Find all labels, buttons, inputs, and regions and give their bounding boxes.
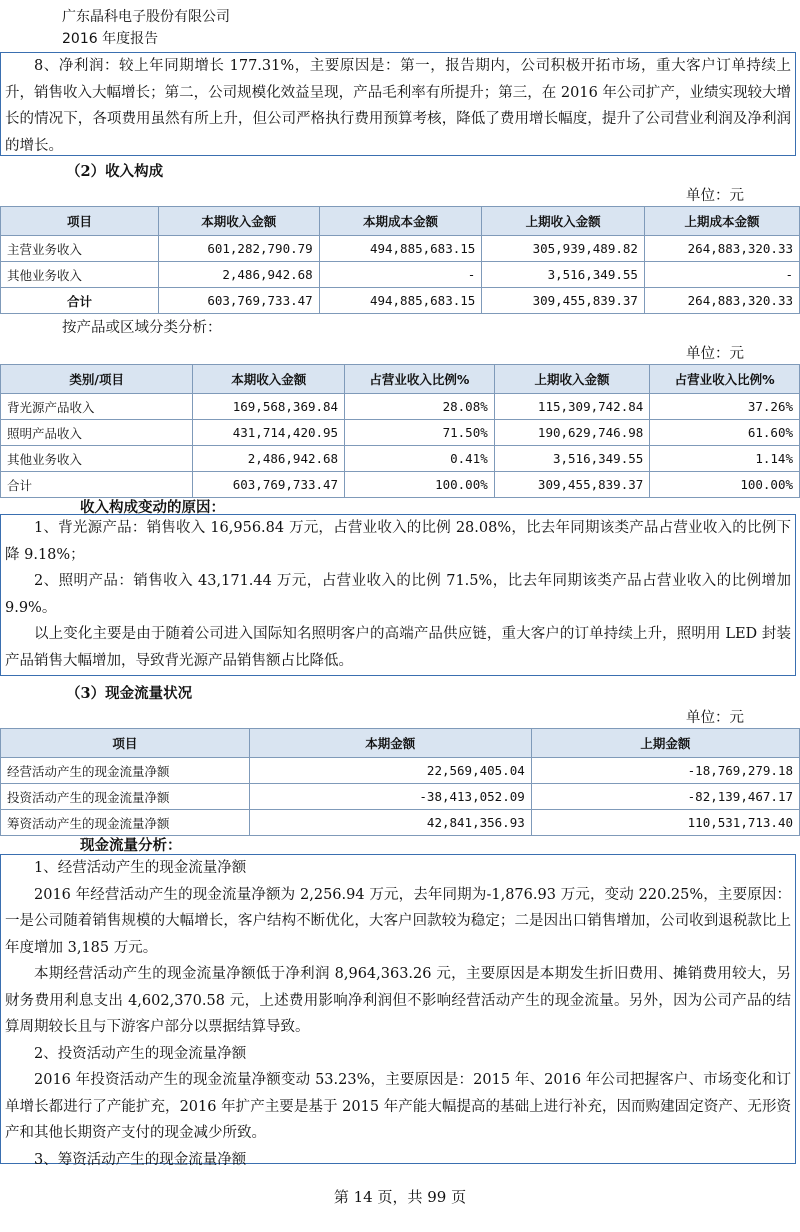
analysis-heading-2: 2、投资活动产生的现金流量净额 (34, 1045, 247, 1062)
analysis-heading-1: 1、经营活动产生的现金流量净额 (34, 860, 247, 876)
table-cell: 494,885,683.15 (319, 236, 482, 262)
table-cell: 601,282,790.79 (158, 236, 319, 262)
cashflow-analysis-title: 现金流量分析： (80, 837, 182, 854)
unit-label-1: 单位：元 (686, 188, 744, 204)
table-cell: 22,569,405.04 (249, 758, 531, 784)
table-row (1, 236, 800, 262)
table-cell: 合计 (1, 288, 159, 314)
unit-label-2: 单位：元 (686, 346, 744, 362)
table-cell: 2,486,942.68 (158, 262, 319, 288)
income_table-header-cell: 项目 (1, 207, 159, 236)
table-cell: - (644, 262, 799, 288)
cashflow_table-header-cell: 项目 (1, 729, 250, 758)
table-cell: 494,885,683.15 (319, 288, 482, 314)
table-row (1, 420, 800, 446)
table-row (1, 472, 800, 498)
table-cell: 投资活动产生的现金流量净额 (1, 784, 250, 810)
table-cell: 61.60% (650, 420, 800, 446)
table-cell: 照明产品收入 (1, 420, 193, 446)
change-reason-title: 收入构成变动的原因： (80, 499, 225, 516)
product_table-header-cell: 本期收入金额 (193, 365, 345, 394)
unit-label-3: 单位：元 (686, 710, 744, 726)
company-name: 广东晶科电子股份有限公司 (62, 9, 230, 25)
table-row (1, 394, 800, 420)
table-cell: 169,568,369.84 (193, 394, 345, 420)
table-cell: 309,455,839.37 (482, 288, 645, 314)
cashflow_table-header-cell: 本期金额 (249, 729, 531, 758)
product_table-header-cell: 类别/项目 (1, 365, 193, 394)
cashflow-analysis-box (0, 854, 796, 1168)
table-cell: 264,883,320.33 (644, 288, 799, 314)
page-footer: 第 14 页，共 99 页 (333, 1188, 467, 1206)
table-row (1, 288, 800, 314)
table-cell: -38,413,052.09 (249, 784, 531, 810)
table-cell: 115,309,742.84 (494, 394, 650, 420)
table-row (1, 758, 800, 784)
product-table (0, 364, 800, 498)
cashflow-table (0, 728, 800, 836)
income_table-header-cell: 本期成本金额 (319, 207, 482, 236)
table-row (1, 784, 800, 810)
table-cell: -18,769,279.18 (531, 758, 799, 784)
by-product-label: 按产品或区域分类分析： (62, 320, 222, 336)
table-cell: 71.50% (345, 420, 495, 446)
cashflow-title: （3）现金流量状况 (66, 685, 193, 702)
product_table-header-cell: 占营业收入比例% (345, 365, 495, 394)
net-profit-paragraph: 8、净利润：较上年同期增长 177.31%，主要原因是：第一，报告期内，公司积极开拓市场，重大客户订单持续上升，销售收入大幅增长；第二，公司规模化效益呈现，产品毛利率有所提升；第三，在 2016 年公司扩产，业绩实现较大增长的情况下，各项费用虽然有所上升，但公司严格执行费用预算考核，降低了费用增长幅度，提升了公司营业利润及净利润的增长。 (5, 58, 791, 154)
table-cell: 37.26% (650, 394, 800, 420)
table-row (1, 446, 800, 472)
table-cell: 603,769,733.47 (158, 288, 319, 314)
page-header (62, 6, 230, 50)
change-paragraph-1: 1、背光源产品：销售收入 16,956.84 万元，占营业收入的比例 28.08%，比去年同期该类产品占营业收入的比例下降 9.18%； (5, 520, 791, 563)
table-cell: 431,714,420.95 (193, 420, 345, 446)
table-cell: 28.08% (345, 394, 495, 420)
table-cell: 603,769,733.47 (193, 472, 345, 498)
table-cell: 305,939,489.82 (482, 236, 645, 262)
table-cell: 3,516,349.55 (494, 446, 650, 472)
table-cell: 其他业务收入 (1, 446, 193, 472)
analysis-paragraph-2: 本期经营活动产生的现金流量净额低于净利润 8,964,363.26 元，主要原因是本期发生折旧费用、摊销费用较大，另财务费用利息支出 4,602,370.58 元，上述费用影响净利润但不影响经营活动产生的现金流量。另外，因为公司产品的结算周期较长且与下游客户部分以票据结算导致。 (5, 966, 791, 1035)
net-profit-box (0, 52, 796, 156)
cashflow_table-header-cell: 上期金额 (531, 729, 799, 758)
income-table (0, 206, 800, 314)
table-cell: 42,841,356.93 (249, 810, 531, 836)
table-cell: 合计 (1, 472, 193, 498)
analysis-paragraph-1: 2016 年经营活动产生的现金流量净额为 2,256.94 万元，去年同期为-1,876.93 万元，变动 220.25%，主要原因：一是公司随着销售规模的大幅增长，客户结构不断优化，大客户回款较为稳定；二是因出口销售增加，公司收到退税款比上年度增加 3,185 万元。 (5, 886, 791, 956)
table-cell: 100.00% (650, 472, 800, 498)
table-cell: 3,516,349.55 (482, 262, 645, 288)
table-cell: 309,455,839.37 (494, 472, 650, 498)
report-title: 2016 年度报告 (62, 31, 159, 47)
table-cell: 264,883,320.33 (644, 236, 799, 262)
table-cell: 背光源产品收入 (1, 394, 193, 420)
table-row (1, 810, 800, 836)
table-cell: - (319, 262, 482, 288)
table-cell: 主营业务收入 (1, 236, 159, 262)
income_table-header-cell: 本期收入金额 (158, 207, 319, 236)
table-cell: 筹资活动产生的现金流量净额 (1, 810, 250, 836)
change-reason-box (0, 514, 796, 676)
product_table-header-cell: 上期收入金额 (494, 365, 650, 394)
table-cell: 1.14% (650, 446, 800, 472)
table-cell: 其他业务收入 (1, 262, 159, 288)
income-title: （2）收入构成 (66, 163, 164, 180)
analysis-paragraph-3: 2016 年投资活动产生的现金流量净额变动 53.23%，主要原因是：2015 年、2016 年公司把握客户、市场变化和订单增长都进行了产能扩充，2016 年扩产主要是基于 2015 年产能大幅提高的基础上进行补充，因而购建固定资产、无形资产和其他长期资产支付的现金减少所致。 (5, 1072, 791, 1141)
table-cell: -82,139,467.17 (531, 784, 799, 810)
table-cell: 2,486,942.68 (193, 446, 345, 472)
table-row (1, 262, 800, 288)
table-cell: 110,531,713.40 (531, 810, 799, 836)
analysis-heading-3: 3、筹资活动产生的现金流量净额 (34, 1151, 247, 1168)
income_table-header-cell: 上期收入金额 (482, 207, 645, 236)
table-cell: 100.00% (345, 472, 495, 498)
product_table-header-cell: 占营业收入比例% (650, 365, 800, 394)
table-cell: 经营活动产生的现金流量净额 (1, 758, 250, 784)
table-cell: 0.41% (345, 446, 495, 472)
change-paragraph-3: 以上变化主要是由于随着公司进入国际知名照明客户的高端产品供应链，重大客户的订单持续上升，照明用 LED 封装产品销售大幅增加，导致背光源产品销售额占比降低。 (5, 626, 791, 669)
change-paragraph-2: 2、照明产品：销售收入 43,171.44 万元，占营业收入的比例 71.5%，比去年同期该类产品占营业收入的比例增加 9.9%。 (5, 573, 791, 616)
income_table-header-cell: 上期成本金额 (644, 207, 799, 236)
table-cell: 190,629,746.98 (494, 420, 650, 446)
